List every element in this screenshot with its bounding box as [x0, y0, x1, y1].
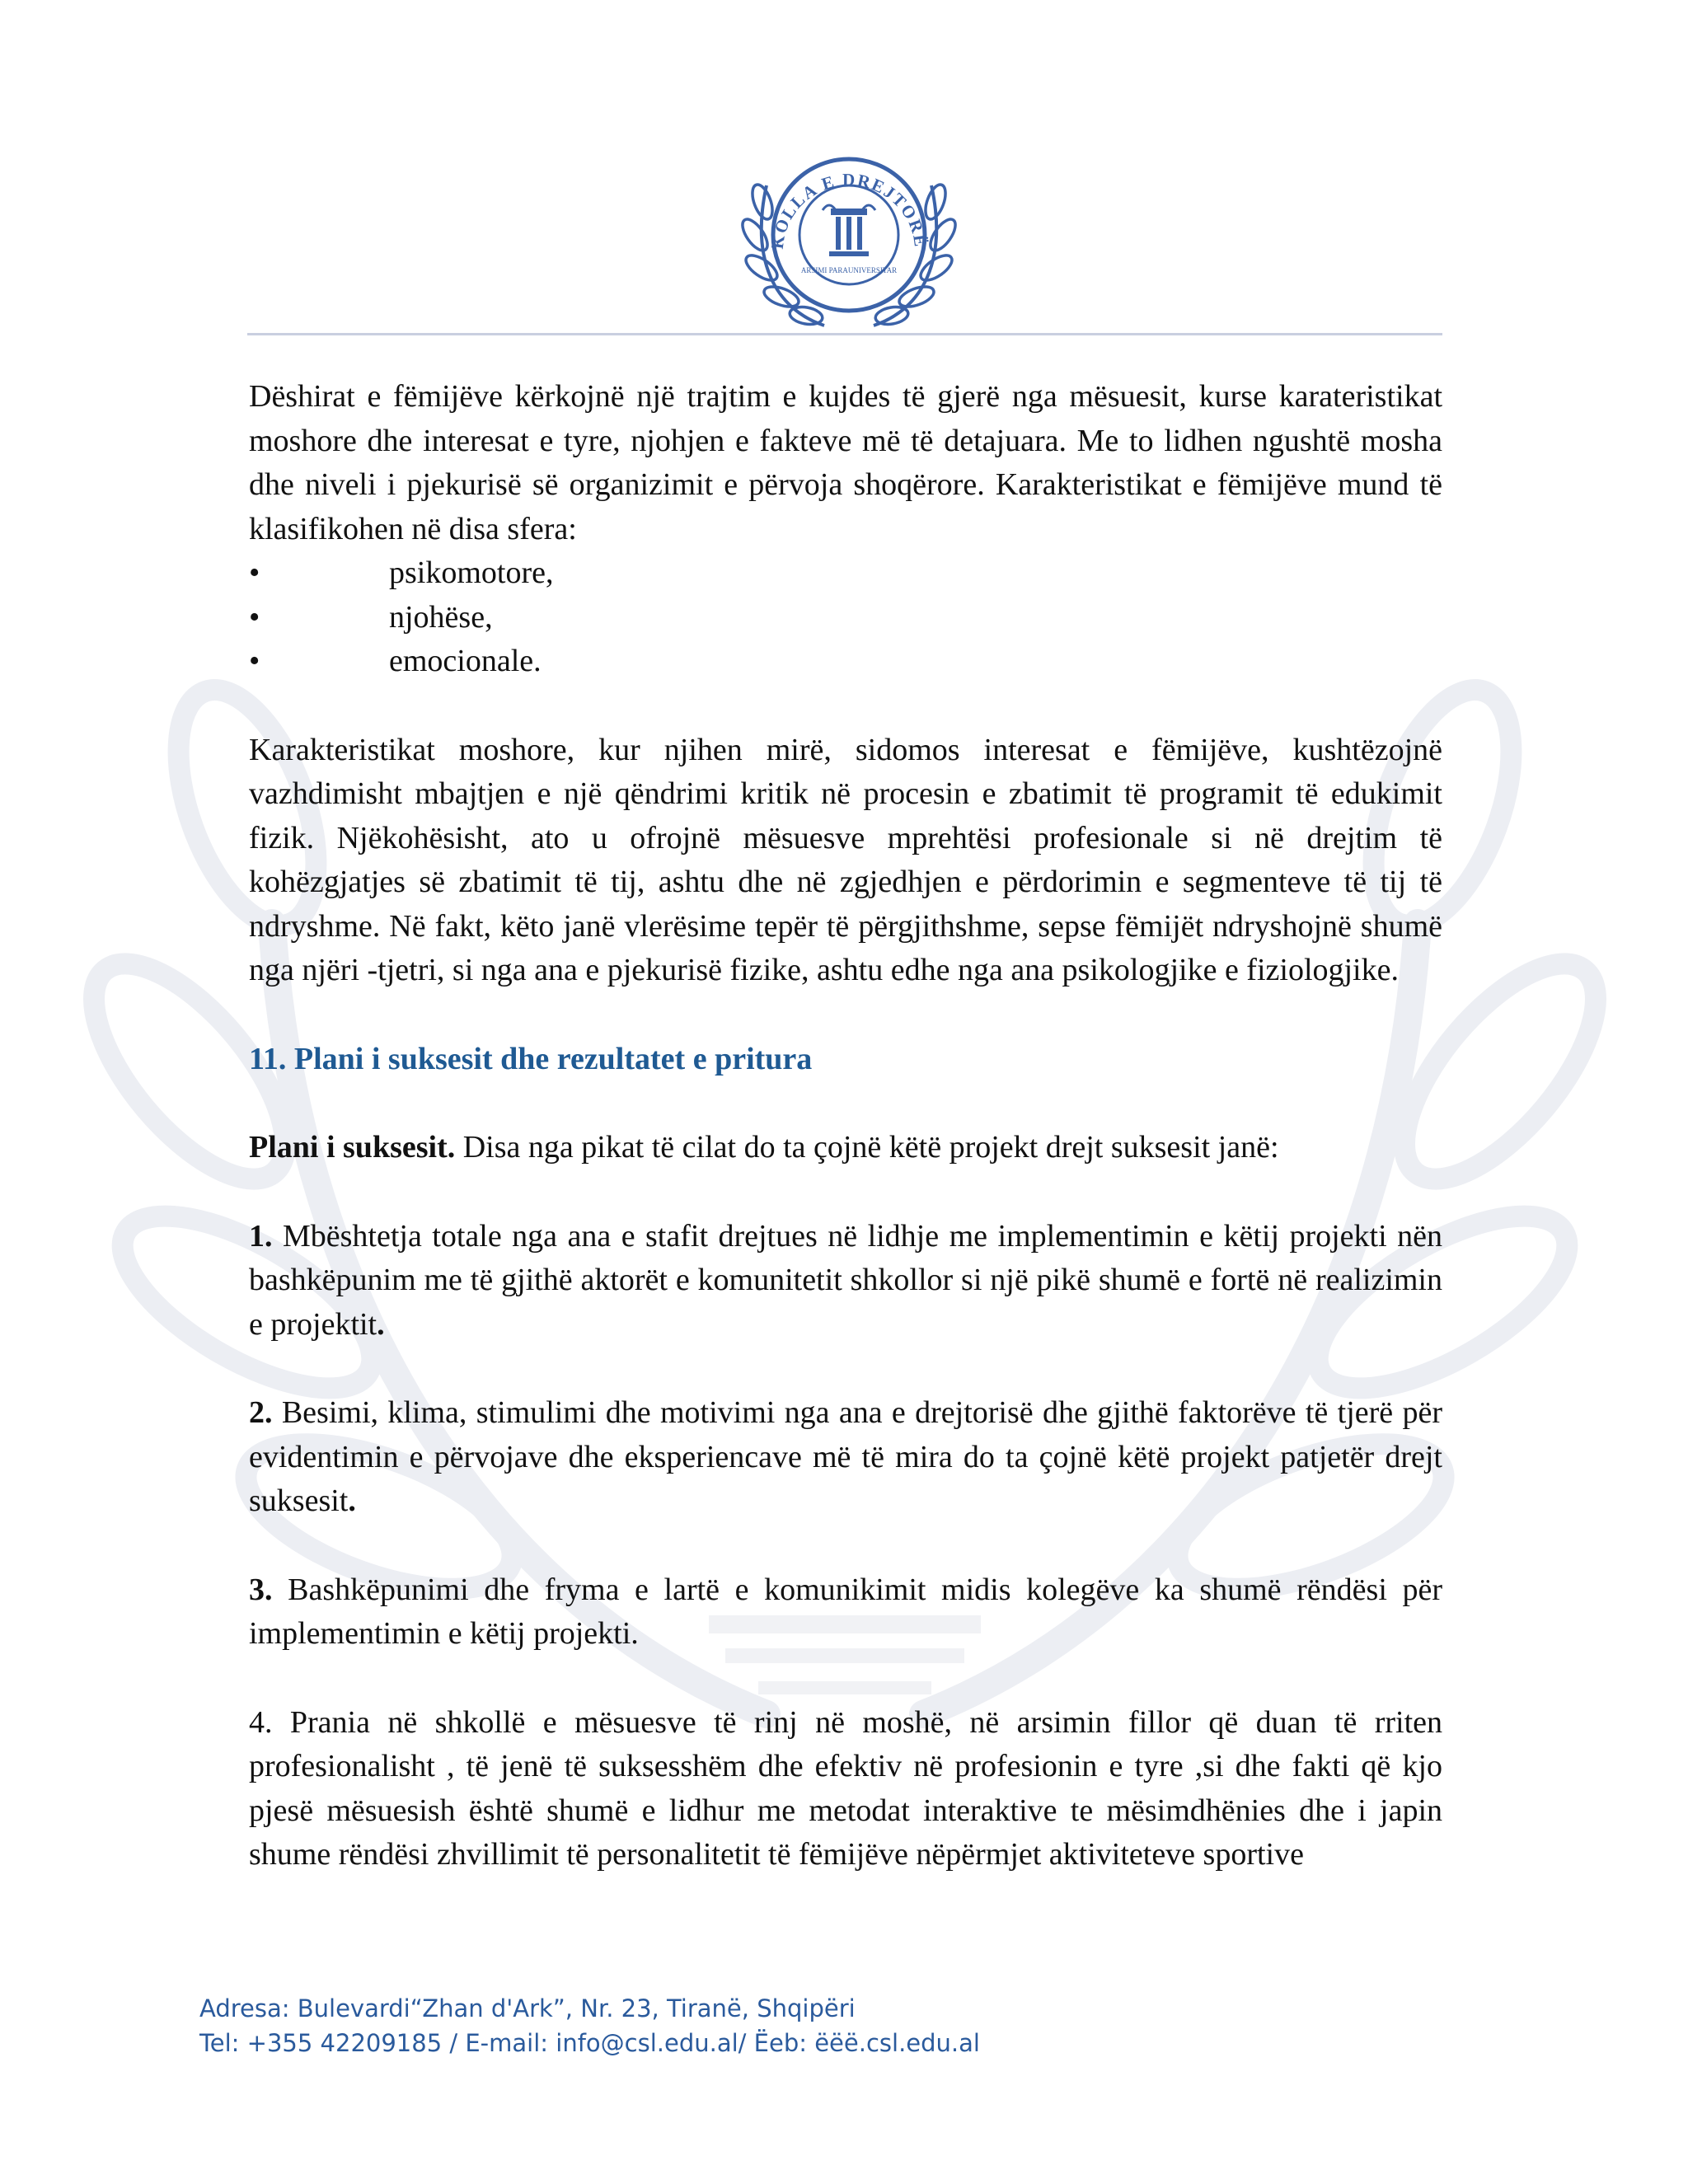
point-text: Besimi, klima, stimulimi dhe motivimi nga ana e drejtorisë dhe gjithë faktorëve të tjerë për evidentimin e përvojave dhe eksperiencave më të mira do ta çojnë këtë projekt patjetër drejt suksesit: [249, 1395, 1442, 1518]
point-text: Bashkëpunimi dhe fryma e lartë e komunikimit midis kolegëve ka shumë rëndësi për implementimin e këtij projekti.: [249, 1572, 1442, 1651]
age-characteristics-paragraph: Karakteristikat moshore, kur njihen mirë, sidomos interesat e fëmijëve, kushtëzojnë vazhdimisht mbajtjen e një qëndrimi kritik në procesin e zbatimit të programit të edukimit fizik. Njëkohësisht, ato u ofrojnë mësuesve mprehtësi profesionale si në drejtim të kohëzgjatjes së zbatimit të tij, ashtu dhe në zgjedhjen e përdorimin e segmenteve të tij të ndryshme. Në fakt, këto janë vlerësime tepër të përgjithshme, sepse fëmijët ndryshojnë shumë nga njëri -tjetri, si nga ana e pjekurisë fizike, ashtu edhe nga ana psikologjike e fiziologjike.: [249, 732, 1442, 987]
success-point-1: [249, 1215, 1442, 1347]
header-divider: [247, 333, 1442, 335]
logo-sub-text: ARSIMI PARAUNIVERSITAR: [800, 266, 898, 274]
plan-text: Disa nga pikat të cilat do ta çojnë këtë projekt drejt suksesit janë:: [455, 1130, 1279, 1165]
document-body: [249, 375, 1442, 1877]
plan-label: Plani i suksesit.: [249, 1130, 456, 1165]
bullet-text: emocionale.: [389, 644, 542, 678]
point-number: 3.: [249, 1572, 273, 1607]
point-number: 1.: [249, 1218, 273, 1254]
section-heading: 11. Plani i suksesit dhe rezultatet e pritura: [249, 1041, 813, 1076]
bullet-text: psikomotore,: [389, 555, 554, 590]
bullet-symbol: •: [249, 599, 260, 635]
bullet-item: [249, 551, 1442, 596]
success-point-2: [249, 1391, 1442, 1524]
footer-address: Adresa: Bulevardi“Zhan d'Ark”, Nr. 23, Tiranë, Shqipëri: [199, 1994, 856, 2022]
bullet-symbol: •: [249, 555, 260, 590]
success-point-4: 4. Prania në shkollë e mësuesve të rinj në moshë, në arsimin fillor që duan të rriten profesionalisht , të jenë të suksesshëm dhe efektiv në profesionin e tyre ,si dhe fakti që kjo pjesë mësuesish është shumë e lidhur me metodat interaktive te mësimdhënies dhe i japin shume rëndësi zhvillimit të personalitetit të fëmijëve nëpërmjet aktiviteteve sportive: [249, 1704, 1442, 1872]
point-end: .: [348, 1483, 356, 1518]
point-number: 2.: [249, 1395, 273, 1430]
bullet-item: [249, 640, 1442, 684]
bullet-text: njohëse,: [389, 599, 493, 635]
bullet-item: [249, 596, 1442, 640]
svg-text:SHKOLLA E DREJTORËVE: [725, 128, 931, 250]
page-footer: [199, 1991, 980, 2060]
point-text: Mbështetja totale nga ana e stafit drejtues në lidhje me implementimin e këtij projekti nën bashkëpunim me të gjithë aktorët e komunitetit shkollor si një pikë shumë e fortë në realizimin e projektit: [249, 1218, 1442, 1342]
footer-contact: Tel: +355 42209185 / E-mail: info@csl.edu.al/ Ëeb: ëëë.csl.edu.al: [199, 2029, 980, 2057]
bullet-symbol: •: [249, 644, 260, 678]
plan-intro-paragraph: [249, 1126, 1442, 1170]
success-point-3: [249, 1568, 1442, 1657]
logo-arc-text: KOLLA E DREJTORË: [767, 169, 931, 251]
intro-paragraph: Dëshirat e fëmijëve kërkojnë një trajtim e kujdes të gjerë nga mësuesit, kurse karateristikat moshore dhe interesat e tyre, njohjen e fakteve më të detajuara. Me to lidhen ngushtë mosha dhe niveli i pjekurisë së organizimit e përvoja shoqërore. Karakteristikat e fëmijëve mund të klasifikohen në disa sfera:: [249, 379, 1442, 546]
point-end: .: [377, 1306, 385, 1342]
school-logo: [725, 128, 973, 342]
